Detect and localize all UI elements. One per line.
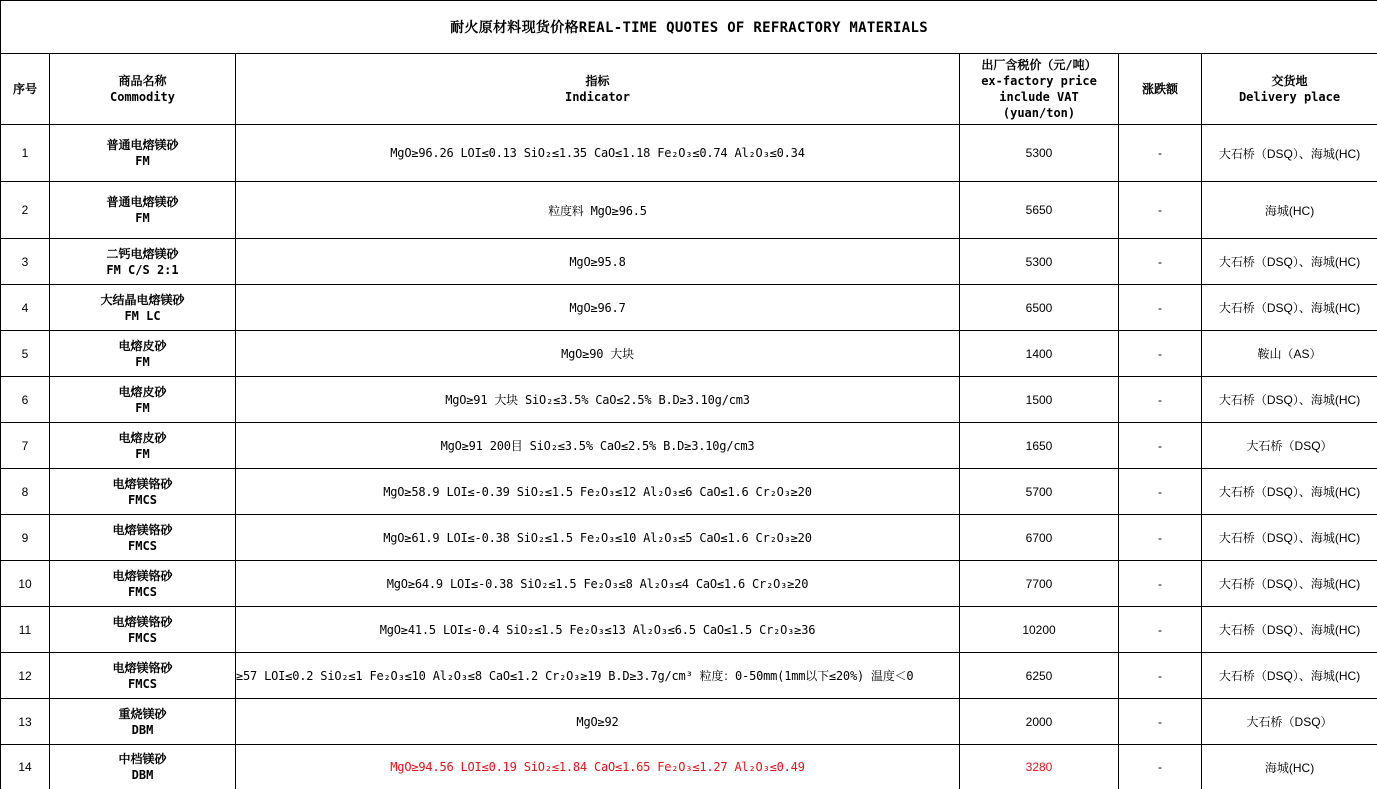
header-price-l4: (yuan/ton)	[960, 105, 1118, 121]
header-change: 涨跌额	[1119, 54, 1202, 125]
row-number: 4	[1, 285, 50, 331]
commodity-cell	[50, 607, 236, 653]
row-number: 7	[1, 423, 50, 469]
delivery-place-cell: 大石桥（DSQ）、海城(HC)	[1202, 515, 1377, 561]
price-cell: 5700	[960, 469, 1119, 515]
header-indicator-cn: 指标	[236, 73, 959, 89]
table-row	[1, 182, 1377, 239]
change-cell: -	[1119, 423, 1202, 469]
delivery-place-cell: 大石桥（DSQ）、海城(HC)	[1202, 653, 1377, 699]
change-cell: -	[1119, 607, 1202, 653]
row-number: 5	[1, 331, 50, 377]
indicator-cell: MgO≥91 200目 SiO₂≤3.5% CaO≤2.5% B.D≥3.10g/cm3	[236, 423, 960, 469]
commodity-name-cn: 中档镁砂	[50, 751, 235, 767]
price-cell: 6500	[960, 285, 1119, 331]
commodity-name-en: FMCS	[50, 584, 235, 600]
commodity-cell	[50, 745, 236, 789]
commodity-name-cn: 电熔皮砂	[50, 430, 235, 446]
delivery-place-cell: 大石桥（DSQ）、海城(HC)	[1202, 285, 1377, 331]
header-indicator	[236, 54, 960, 125]
indicator-cell: MgO≥58.9 LOI≤-0.39 SiO₂≤1.5 Fe₂O₃≤12 Al₂O₃≤6 CaO≤1.6 Cr₂O₃≥20	[236, 469, 960, 515]
delivery-place-cell: 大石桥（DSQ）	[1202, 423, 1377, 469]
row-number: 8	[1, 469, 50, 515]
change-cell: -	[1119, 469, 1202, 515]
change-cell: -	[1119, 745, 1202, 789]
row-number: 11	[1, 607, 50, 653]
price-cell: 5300	[960, 239, 1119, 285]
delivery-place-cell: 大石桥（DSQ）	[1202, 699, 1377, 745]
price-cell: 1400	[960, 331, 1119, 377]
header-price-l1: 出厂含税价（元/吨）	[960, 57, 1118, 73]
header-price-l2: ex-factory price	[960, 73, 1118, 89]
commodity-cell	[50, 515, 236, 561]
commodity-cell	[50, 285, 236, 331]
table-row	[1, 653, 1377, 699]
change-cell: -	[1119, 285, 1202, 331]
table-row	[1, 285, 1377, 331]
row-number: 9	[1, 515, 50, 561]
price-cell: 6250	[960, 653, 1119, 699]
price-cell: 1500	[960, 377, 1119, 423]
indicator-cell: MgO≥90 大块	[236, 331, 960, 377]
change-cell: -	[1119, 561, 1202, 607]
price-cell: 10200	[960, 607, 1119, 653]
row-number: 6	[1, 377, 50, 423]
commodity-cell	[50, 239, 236, 285]
indicator-cell: MgO≥64.9 LOI≤-0.38 SiO₂≤1.5 Fe₂O₃≤8 Al₂O₃≤4 CaO≤1.6 Cr₂O₃≥20	[236, 561, 960, 607]
commodity-name-en: FM	[50, 400, 235, 416]
commodity-name-en: FM	[50, 354, 235, 370]
table-row	[1, 745, 1377, 789]
commodity-name-en: FM	[50, 210, 235, 226]
row-number: 10	[1, 561, 50, 607]
commodity-cell	[50, 377, 236, 423]
commodity-name-en: FM LC	[50, 308, 235, 324]
indicator-cell: MgO≥94.56 LOI≤0.19 SiO₂≤1.84 CaO≤1.65 Fe₂O₃≤1.27 Al₂O₃≤0.49	[236, 745, 960, 789]
price-cell: 1650	[960, 423, 1119, 469]
delivery-place-cell: 大石桥（DSQ）、海城(HC)	[1202, 125, 1377, 182]
header-commodity-en: Commodity	[50, 89, 235, 105]
delivery-place-cell: 大石桥（DSQ）、海城(HC)	[1202, 377, 1377, 423]
header-price	[960, 54, 1119, 125]
price-cell: 5650	[960, 182, 1119, 239]
commodity-name-cn: 电熔镁铬砂	[50, 476, 235, 492]
table-row	[1, 125, 1377, 182]
commodity-name-cn: 电熔皮砂	[50, 384, 235, 400]
row-number: 2	[1, 182, 50, 239]
commodity-cell	[50, 699, 236, 745]
commodity-name-en: FMCS	[50, 630, 235, 646]
delivery-place-cell: 大石桥（DSQ）、海城(HC)	[1202, 561, 1377, 607]
indicator-cell: 粒度料 MgO≥96.5	[236, 182, 960, 239]
row-number: 12	[1, 653, 50, 699]
commodity-name-cn: 电熔镁铬砂	[50, 614, 235, 630]
commodity-name-en: FMCS	[50, 538, 235, 554]
header-price-l3: include VAT	[960, 89, 1118, 105]
price-cell: 6700	[960, 515, 1119, 561]
commodity-name-cn: 电熔镁铬砂	[50, 660, 235, 676]
commodity-name-cn: 重烧镁砂	[50, 706, 235, 722]
price-cell: 2000	[960, 699, 1119, 745]
commodity-cell	[50, 125, 236, 182]
table-row	[1, 377, 1377, 423]
header-place-cn: 交货地	[1202, 73, 1377, 89]
delivery-place-cell: 大石桥（DSQ）、海城(HC)	[1202, 607, 1377, 653]
table-row	[1, 515, 1377, 561]
indicator-cell: MgO≥95.8	[236, 239, 960, 285]
row-number: 13	[1, 699, 50, 745]
header-indicator-en: Indicator	[236, 89, 959, 105]
commodity-name-en: FM	[50, 153, 235, 169]
row-number: 14	[1, 745, 50, 789]
commodity-cell	[50, 423, 236, 469]
indicator-cell: MgO≥41.5 LOI≤-0.4 SiO₂≤1.5 Fe₂O₃≤13 Al₂O₃≤6.5 CaO≤1.5 Cr₂O₃≥36	[236, 607, 960, 653]
commodity-name-en: FMCS	[50, 676, 235, 692]
commodity-cell	[50, 653, 236, 699]
commodity-name-cn: 电熔镁铬砂	[50, 568, 235, 584]
commodity-cell	[50, 561, 236, 607]
commodity-name-en: FM	[50, 446, 235, 462]
indicator-cell: MgO≥96.7	[236, 285, 960, 331]
row-number: 3	[1, 239, 50, 285]
change-cell: -	[1119, 239, 1202, 285]
table-row	[1, 239, 1377, 285]
change-cell: -	[1119, 125, 1202, 182]
change-cell: -	[1119, 331, 1202, 377]
commodity-name-en: DBM	[50, 767, 235, 783]
commodity-name-cn: 电熔皮砂	[50, 338, 235, 354]
change-cell: -	[1119, 699, 1202, 745]
header-no: 序号	[1, 54, 50, 125]
delivery-place-cell: 大石桥（DSQ）、海城(HC)	[1202, 469, 1377, 515]
header-place	[1202, 54, 1377, 125]
header-row	[1, 54, 1377, 125]
table-row	[1, 331, 1377, 377]
commodity-cell	[50, 331, 236, 377]
commodity-cell	[50, 469, 236, 515]
commodity-name-en: DBM	[50, 722, 235, 738]
commodity-cell	[50, 182, 236, 239]
change-cell: -	[1119, 182, 1202, 239]
commodity-name-cn: 二钙电熔镁砂	[50, 246, 235, 262]
commodity-name-cn: 大结晶电熔镁砂	[50, 292, 235, 308]
indicator-cell: MgO≥61.9 LOI≤-0.38 SiO₂≤1.5 Fe₂O₃≤10 Al₂O₃≤5 CaO≤1.6 Cr₂O₃≥20	[236, 515, 960, 561]
price-cell: 3280	[960, 745, 1119, 789]
header-place-en: Delivery place	[1202, 89, 1377, 105]
table-row	[1, 561, 1377, 607]
indicator-cell: MgO≥96.26 LOI≤0.13 SiO₂≤1.35 CaO≤1.18 Fe₂O₃≤0.74 Al₂O₃≤0.34	[236, 125, 960, 182]
table-title: 耐火原材料现货价格REAL-TIME QUOTES OF REFRACTORY MATERIALS	[1, 1, 1377, 54]
table-row	[1, 607, 1377, 653]
indicator-cell: MgO≥92	[236, 699, 960, 745]
change-cell: -	[1119, 653, 1202, 699]
table-row	[1, 699, 1377, 745]
commodity-name-en: FM C/S 2:1	[50, 262, 235, 278]
price-cell: 5300	[960, 125, 1119, 182]
header-commodity-cn: 商品名称	[50, 73, 235, 89]
delivery-place-cell: 海城(HC)	[1202, 745, 1377, 789]
price-cell: 7700	[960, 561, 1119, 607]
delivery-place-cell: 鞍山（AS）	[1202, 331, 1377, 377]
delivery-place-cell: 大石桥（DSQ）、海城(HC)	[1202, 239, 1377, 285]
commodity-name-cn: 电熔镁铬砂	[50, 522, 235, 538]
change-cell: -	[1119, 377, 1202, 423]
table-row	[1, 469, 1377, 515]
header-commodity	[50, 54, 236, 125]
change-cell: -	[1119, 515, 1202, 561]
row-number: 1	[1, 125, 50, 182]
table-row	[1, 423, 1377, 469]
indicator-cell: MgO≥91 大块 SiO₂≤3.5% CaO≤2.5% B.D≥3.10g/cm3	[236, 377, 960, 423]
indicator-cell: ≥57 LOI≤0.2 SiO₂≤1 Fe₂O₃≤10 Al₂O₃≤8 CaO≤1.2 Cr₂O₃≥19 B.D≥3.7g/cm³ 粒度：0-50mm(1mm以下≤20%) 温度＜0	[236, 653, 960, 699]
delivery-place-cell: 海城(HC)	[1202, 182, 1377, 239]
commodity-name-cn: 普通电熔镁砂	[50, 137, 235, 153]
commodity-name-cn: 普通电熔镁砂	[50, 194, 235, 210]
commodity-name-en: FMCS	[50, 492, 235, 508]
